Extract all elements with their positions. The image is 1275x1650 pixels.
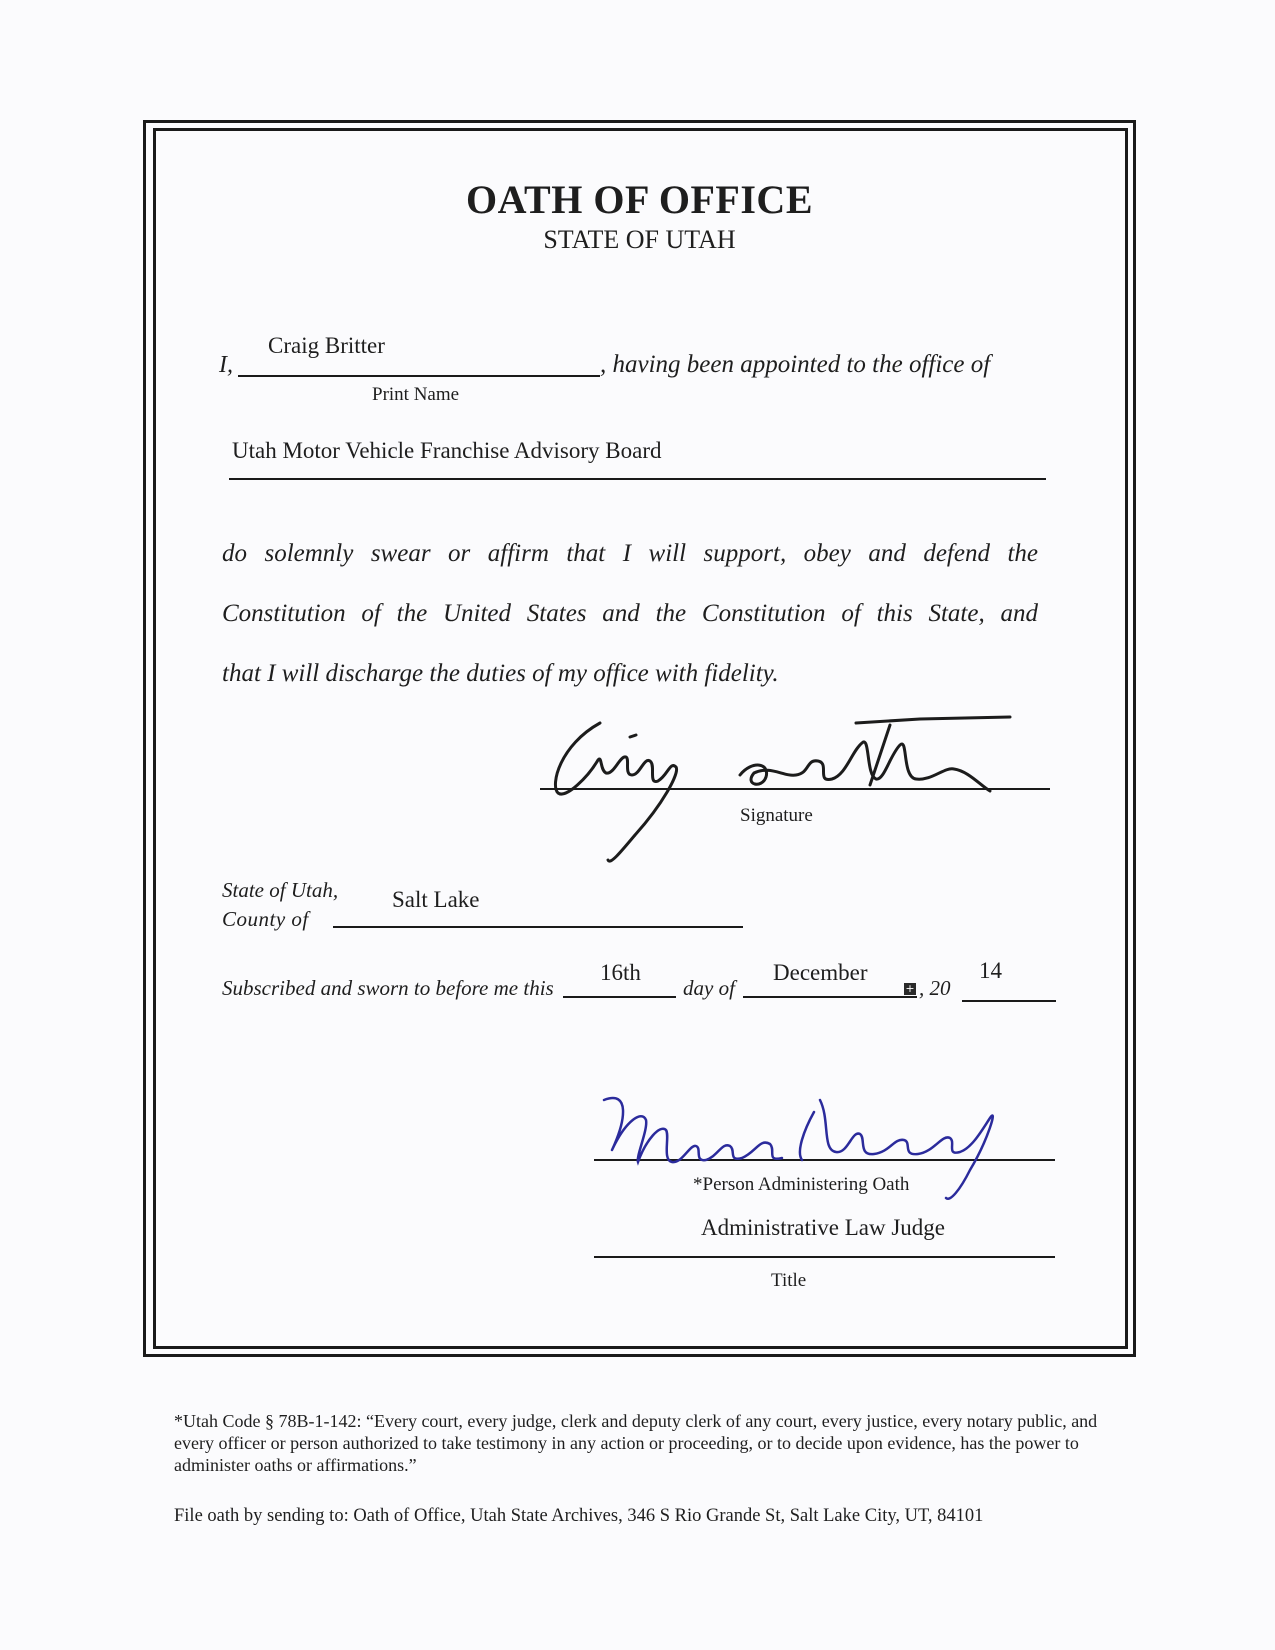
form-subtitle: STATE OF UTAH — [543, 225, 736, 254]
print-name-line — [238, 375, 600, 377]
day-of-label: day of — [683, 976, 735, 1000]
office-line — [229, 478, 1046, 480]
month-expand-icon[interactable]: + — [905, 982, 915, 995]
office-value: Utah Motor Vehicle Franchise Advisory Board — [232, 438, 662, 463]
signature-caption: Signature — [740, 805, 813, 826]
title-caption: Title — [771, 1270, 807, 1291]
oath-line-3: that I will discharge the duties of my office with fidelity. — [222, 660, 779, 687]
sworn-prefix: Subscribed and sworn to before me this — [222, 976, 554, 1000]
print-name-value: Craig Britter — [268, 333, 385, 358]
administrator-caption: *Person Administering Oath — [693, 1174, 910, 1195]
oath-line-1: do solemnly swear or affirm that I will support, obey and defend the — [222, 540, 1038, 567]
appointment-suffix: , having been appointed to the office of — [600, 351, 991, 378]
form-title: OATH OF OFFICE — [466, 177, 813, 222]
sworn-day-line — [563, 996, 676, 998]
print-name-caption: Print Name — [372, 384, 460, 405]
sworn-year-line — [962, 1000, 1056, 1002]
county-value: Salt Lake — [392, 887, 480, 912]
sworn-month-line — [743, 996, 917, 998]
sworn-day-value: 16th — [600, 960, 641, 985]
filing-instructions: File oath by sending to: Oath of Office, Utah State Archives, 346 S Rio Grande St, Salt Lake City, UT, 84101 — [174, 1506, 984, 1526]
administrator-title-line — [594, 1256, 1055, 1258]
administrator-title-value: Administrative Law Judge — [701, 1215, 946, 1240]
county-line — [333, 926, 743, 928]
statute-footnote: *Utah Code § 78B-1-142: “Every court, every judge, clerk and deputy clerk of any court, every justice, every notary public, and every officer or person authorized to take testimony in any action or proceeding, or to decide upon evidence, has the power to administer oaths or affirmations.” — [174, 1411, 1098, 1475]
county-label: County of — [222, 907, 309, 931]
oath-line-2: Constitution of the United States and the Constitution of this State, and — [222, 600, 1038, 627]
state-label: State of Utah, — [222, 878, 339, 902]
sworn-year-value: 14 — [979, 958, 1002, 983]
i-prefix: I, — [219, 352, 233, 378]
oath-taker-signature-image — [540, 715, 1040, 865]
sworn-month-value: December — [773, 960, 868, 985]
year-prefix: , 20 — [919, 976, 951, 1000]
